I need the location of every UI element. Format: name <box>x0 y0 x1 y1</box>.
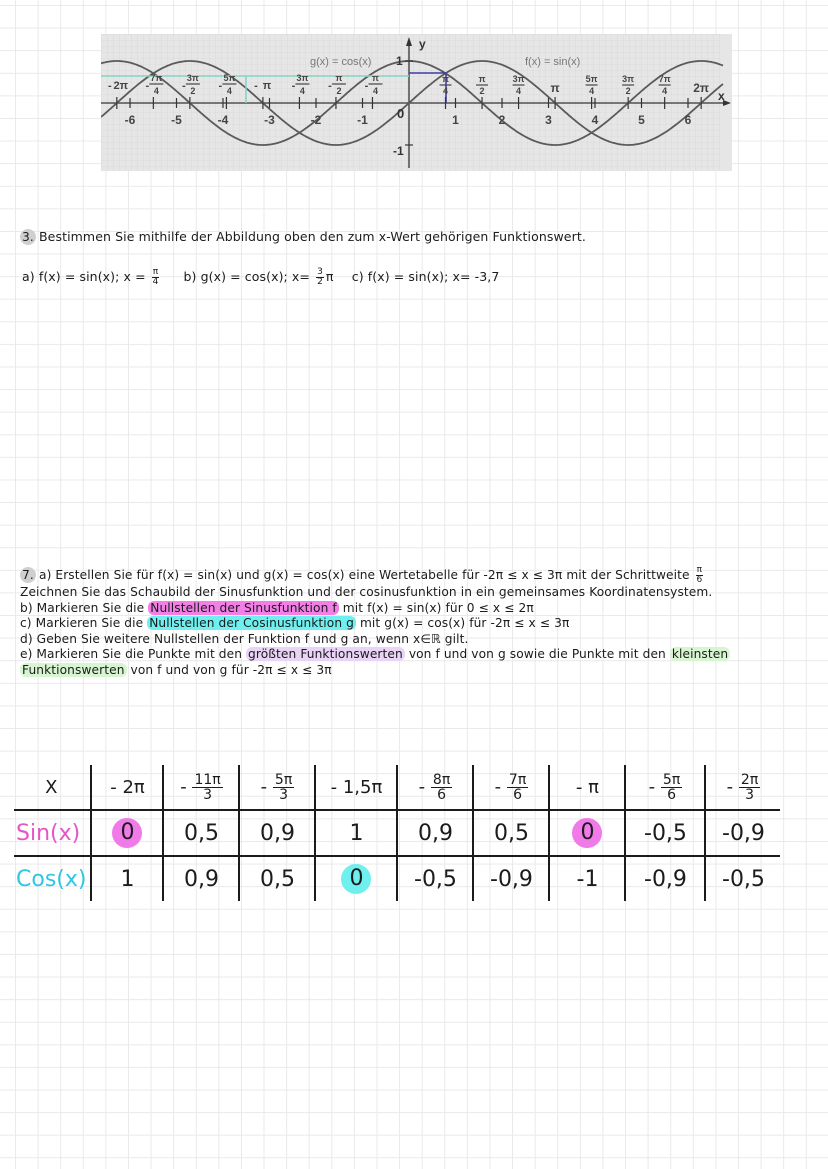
svg-text:-: - <box>218 80 223 92</box>
svg-text:-: - <box>328 80 332 92</box>
cos-value-cell: -0,9 <box>473 856 549 901</box>
task3-number: 3. <box>20 229 36 245</box>
svg-text:2π: 2π <box>113 80 129 92</box>
task7-step-fraction: $\frac{\pi}{6}$ <box>696 565 703 585</box>
cos-value-cell: 0,9 <box>163 856 239 901</box>
cos-value-cell: -1 <box>549 856 625 901</box>
x-value-cell: - $\frac{7\pi}{6}$ <box>473 765 549 810</box>
svg-text:2: 2 <box>336 86 342 96</box>
svg-text:-2: -2 <box>310 113 322 127</box>
svg-text:5π: 5π <box>223 73 236 83</box>
svg-text:4: 4 <box>589 86 595 96</box>
sin-label: f(x) = sin(x) <box>525 56 581 68</box>
svg-text:π: π <box>262 80 272 92</box>
task3-prompt <box>20 229 586 245</box>
svg-text:2: 2 <box>190 86 196 96</box>
sin-value-cell <box>549 810 625 856</box>
sin-value-cell <box>91 810 163 856</box>
x-value-cell: - π <box>549 765 625 810</box>
svg-text:4: 4 <box>153 86 159 96</box>
svg-text:2: 2 <box>498 113 506 127</box>
table-row-cos <box>14 856 780 901</box>
svg-text:-5: -5 <box>171 113 182 127</box>
svg-text:-: - <box>107 80 112 92</box>
svg-text:7π: 7π <box>150 73 163 83</box>
task3-subtasks: a) f(x) = sin(x); x = $\frac{\pi}{4}$ b) g(x) = cos(x); x= $\frac{3}{2}$ π c) f(x) = sin(x); x= -3,7 <box>22 267 500 287</box>
sin-value-cell: -0,9 <box>705 810 780 856</box>
svg-text:-3: -3 <box>264 113 275 127</box>
x-value-cell: - $\frac{8\pi}{6}$ <box>397 765 473 810</box>
cos-row-label: Cos(x) <box>16 866 87 892</box>
x-value-cell: - $\frac{5\pi}{6}$ <box>625 765 705 810</box>
task3-b-fraction: $\frac{3}{2}$ <box>317 267 323 287</box>
svg-text:7π: 7π <box>658 74 671 84</box>
svg-text:π: π <box>442 74 449 84</box>
svg-text:4: 4 <box>372 86 378 96</box>
cos-value-cell: -0,9 <box>625 856 705 901</box>
value-table <box>14 765 780 901</box>
svg-text:π: π <box>550 81 560 95</box>
sin-zero-marker: 0 <box>112 818 142 848</box>
svg-text:3π: 3π <box>296 73 309 83</box>
sin-value-cell: 0,9 <box>397 810 473 856</box>
svg-text:-6: -6 <box>124 113 136 127</box>
x-value-cell: - $\frac{2\pi}{3}$ <box>705 765 780 810</box>
cos-label: g(x) = cos(x) <box>310 56 372 68</box>
svg-text:3π: 3π <box>186 73 199 83</box>
task3-b-label: b) <box>183 269 197 284</box>
x-value-cell: - $\frac{11\pi}{3}$ <box>163 765 239 810</box>
highlight-sin-zeros: Nullstellen der Sinusfunktion f <box>150 600 337 615</box>
sin-value-cell: 0,5 <box>163 810 239 856</box>
svg-text:-: - <box>145 80 150 92</box>
highlight-cos-zeros: Nullstellen der Cosinusfunktion g <box>149 616 354 630</box>
origin-label: 0 <box>397 106 405 121</box>
highlight-min-values: kleinsten <box>671 647 729 661</box>
task3-a-label: a) <box>22 269 35 284</box>
svg-text:2π: 2π <box>693 81 710 95</box>
graph-svg <box>101 34 732 171</box>
task3-c-expr: f(x) = sin(x); x= -3,7 <box>367 269 500 284</box>
svg-text:3: 3 <box>545 113 552 127</box>
sin-value-cell: 0,5 <box>473 810 549 856</box>
x-value-cell: - $\frac{5\pi}{3}$ <box>239 765 315 810</box>
task3-b-expr: g(x) = cos(x); x= <box>200 269 311 284</box>
task7-line-b: b) Markieren Sie die Nullstellen der Sinusfunktion f mit f(x) = sin(x) für 0 ≤ x ≤ 2π <box>20 600 534 615</box>
x-axis-label: x <box>718 89 725 103</box>
svg-text:π: π <box>372 73 379 83</box>
sin-value-cell: 1 <box>315 810 397 856</box>
sin-row-label: Sin(x) <box>14 810 91 856</box>
svg-text:5: 5 <box>638 113 645 127</box>
x-value-cell: - 2π <box>91 765 163 810</box>
svg-text:3π: 3π <box>512 74 525 84</box>
cos-value-cell: -0,5 <box>705 856 780 901</box>
task3-prompt-text: Bestimmen Sie mithilfe der Abbildung oben den zum x-Wert gehörigen Funktionswert. <box>39 229 586 244</box>
svg-text:-: - <box>291 80 296 92</box>
sin-zero-marker: 0 <box>572 818 602 848</box>
task7-number: 7. <box>20 567 36 583</box>
svg-text:4: 4 <box>226 86 232 96</box>
svg-text:-4: -4 <box>217 113 229 127</box>
svg-text:4: 4 <box>299 86 305 96</box>
svg-text:-: - <box>182 80 186 92</box>
cos-zero-marker: 0 <box>341 864 371 894</box>
table-header-row <box>14 765 780 810</box>
svg-text:5π: 5π <box>585 74 598 84</box>
svg-text:2: 2 <box>479 86 485 96</box>
task3-c-label: c) <box>351 269 364 284</box>
task7-line-c: c) Markieren Sie die Nullstellen der Cosinusfunktion g mit g(x) = cos(x) für -2π ≤ x ≤ 3π <box>20 616 570 630</box>
svg-text:-: - <box>364 80 369 92</box>
y-tick-1: 1 <box>396 54 403 68</box>
svg-text:6: 6 <box>684 113 692 127</box>
svg-text:π: π <box>335 73 343 83</box>
cos-value-cell: 0,5 <box>239 856 315 901</box>
task7-line-e: e) Markieren Sie die Punkte mit den größten Funktionswerten von f und von g sowie die Punkte mit den kleinsten <box>20 647 729 661</box>
cos-value-cell: -0,5 <box>397 856 473 901</box>
task7-line-a2: Zeichnen Sie das Schaubild der Sinusfunktion und der cosinusfunktion in ein gemeinsames Koordinatensystem. <box>20 585 713 599</box>
sin-value-cell: 0,9 <box>239 810 315 856</box>
svg-text:-1: -1 <box>357 113 368 127</box>
sin-value-cell: -0,5 <box>625 810 705 856</box>
y-tick-minus-1: -1 <box>393 144 404 158</box>
cos-value-cell: 1 <box>91 856 163 901</box>
task3-a-expr: f(x) = sin(x); x = <box>38 269 146 284</box>
y-axis-label: y <box>419 37 426 51</box>
task7-line-e2: Funktionswerten von f und von g für -2π ≤ x ≤ 3π <box>22 662 332 677</box>
highlight-max-values: größten Funktionswerten <box>248 647 403 661</box>
cos-value-cell <box>315 856 397 901</box>
svg-text:1: 1 <box>452 113 459 127</box>
svg-text:4: 4 <box>443 86 449 96</box>
sin-cos-graph-figure <box>101 34 732 171</box>
svg-text:π: π <box>478 74 486 84</box>
x-header: X <box>14 765 91 810</box>
table-row-sin <box>14 810 780 856</box>
x-value-cell: - 1,5π <box>315 765 397 810</box>
svg-text:4: 4 <box>591 113 599 127</box>
svg-text:2: 2 <box>625 86 631 96</box>
task7-block <box>20 566 730 678</box>
task7-line-a: 7. a) Erstellen Sie für f(x) = sin(x) und g(x) = cos(x) eine Wertetabelle für -2π ≤ x ≤ 3π mit der Schrittweite $\frac{\pi}{6}$ <box>20 566 730 585</box>
svg-text:4: 4 <box>516 86 522 96</box>
task7-line-d: d) Geben Sie weitere Nullstellen der Funktion f und g an, wenn x∈ℝ gilt. <box>20 631 469 646</box>
svg-text:4: 4 <box>662 86 668 96</box>
task3-a-fraction: $\frac{\pi}{4}$ <box>152 267 159 287</box>
svg-text:3π: 3π <box>622 74 635 84</box>
svg-text:-: - <box>254 80 258 92</box>
